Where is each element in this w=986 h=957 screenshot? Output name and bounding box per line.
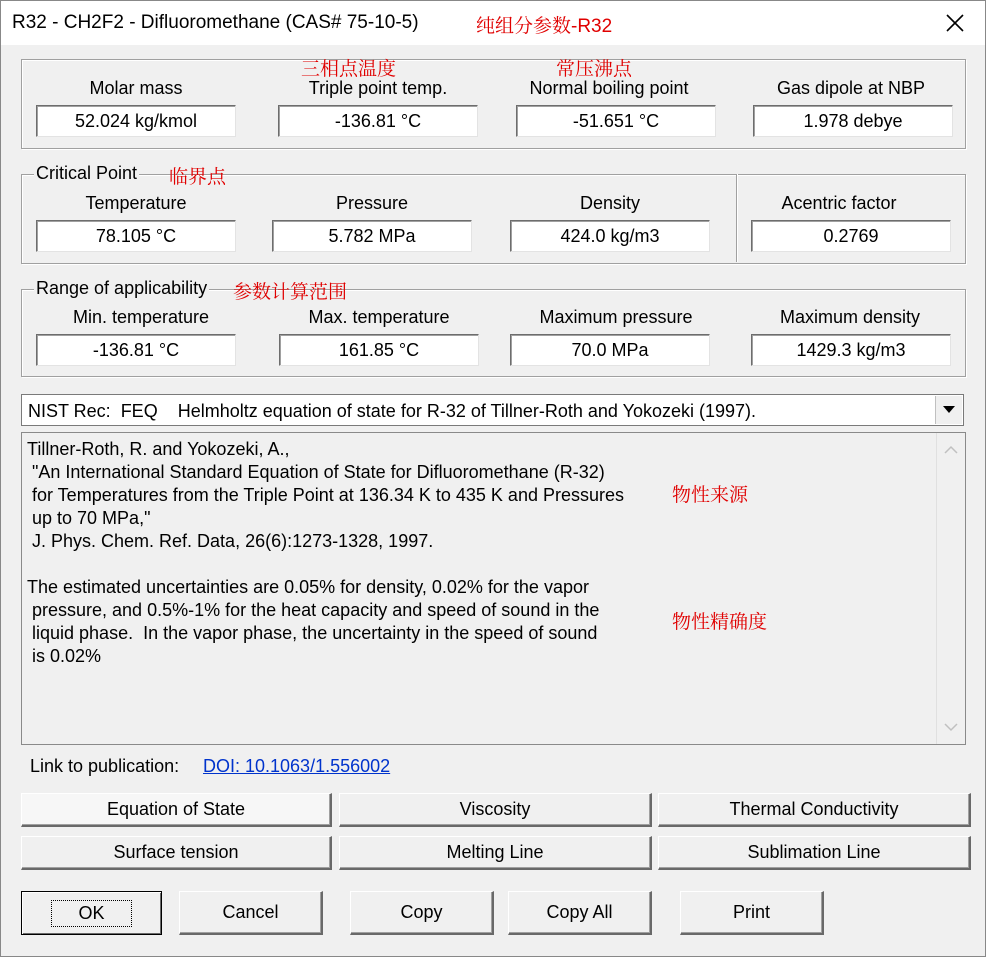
equation-of-state-button[interactable]: Equation of State bbox=[21, 793, 332, 827]
thermal-conductivity-button[interactable]: Thermal Conductivity bbox=[658, 793, 971, 827]
reference-line: "An International Standard Equation of State for Difluoromethane (R-32) bbox=[27, 462, 605, 482]
title-bar bbox=[1, 1, 985, 45]
normal-boiling-point-field[interactable] bbox=[516, 105, 716, 137]
critical-point-group-label: Critical Point bbox=[36, 163, 138, 183]
molar-mass-label: Molar mass bbox=[89, 78, 183, 98]
triple-point-label: Triple point temp. bbox=[308, 78, 448, 98]
range-group-label: Range of applicability bbox=[36, 278, 208, 298]
equation-model-selected: NIST Rec: FEQ Helmholtz equation of state for R-32 of Tillner-Roth and Yokozeki (1997). bbox=[28, 401, 757, 421]
reference-line: Tillner-Roth, R. and Yokozeki, A., bbox=[27, 439, 290, 459]
triple-point-annotation: 三相点温度 bbox=[301, 59, 397, 80]
chevron-down-icon bbox=[943, 406, 955, 414]
molar-mass-field[interactable] bbox=[36, 105, 236, 137]
ok-button[interactable] bbox=[21, 891, 162, 935]
copy-button[interactable]: Copy bbox=[350, 891, 494, 935]
max-temperature-label: Max. temperature bbox=[308, 307, 450, 327]
maximum-pressure-label: Maximum pressure bbox=[539, 307, 693, 327]
reference-line: up to 70 MPa," bbox=[27, 508, 151, 528]
uncertainty-line: is 0.02% bbox=[27, 646, 102, 666]
copy-all-button[interactable]: Copy All bbox=[508, 891, 652, 935]
close-icon bbox=[945, 13, 965, 33]
reference-line: J. Phys. Chem. Ref. Data, 26(6):1273-1328, 1997. bbox=[27, 531, 434, 551]
title-annotation: 纯组分参数-R32 bbox=[476, 16, 613, 37]
acentric-factor-field[interactable] bbox=[751, 220, 951, 252]
source-annotation: 物性来源 bbox=[672, 485, 749, 506]
viscosity-button[interactable]: Viscosity bbox=[339, 793, 652, 827]
gas-dipole-field[interactable] bbox=[753, 105, 953, 137]
critical-pressure-field[interactable] bbox=[272, 220, 472, 252]
maximum-density-label: Maximum density bbox=[779, 307, 921, 327]
normal-boiling-point-label: Normal boiling point bbox=[529, 78, 689, 98]
sublimation-line-button[interactable]: Sublimation Line bbox=[658, 836, 971, 870]
equation-model-select[interactable] bbox=[21, 394, 964, 426]
critical-density-field[interactable] bbox=[510, 220, 710, 252]
reference-scrollbar[interactable] bbox=[936, 433, 965, 744]
close-button[interactable] bbox=[933, 5, 977, 41]
melting-line-button[interactable]: Melting Line bbox=[339, 836, 652, 870]
critical-temperature-field[interactable] bbox=[36, 220, 236, 252]
critical-divider bbox=[736, 174, 738, 262]
doi-link[interactable]: DOI: 10.1063/1.556002 bbox=[203, 756, 391, 776]
critical-point-annotation: 临界点 bbox=[169, 167, 227, 188]
maximum-pressure-field[interactable] bbox=[510, 334, 710, 366]
range-annotation: 参数计算范围 bbox=[233, 282, 348, 303]
maximum-density-field[interactable] bbox=[751, 334, 951, 366]
scroll-up-icon[interactable] bbox=[937, 437, 965, 463]
dropdown-button[interactable] bbox=[935, 396, 962, 424]
critical-density-label: Density bbox=[579, 193, 641, 213]
accuracy-annotation: 物性精确度 bbox=[672, 612, 768, 633]
reference-line: for Temperatures from the Triple Point at 136.34 K to 435 K and Pressures bbox=[27, 485, 624, 505]
reference-text-area[interactable] bbox=[21, 432, 966, 745]
ok-button-label: OK bbox=[51, 900, 131, 927]
acentric-factor-label: Acentric factor bbox=[781, 193, 897, 213]
boiling-point-annotation: 常压沸点 bbox=[556, 59, 633, 80]
max-temperature-field[interactable] bbox=[279, 334, 479, 366]
uncertainty-line: pressure, and 0.5%-1% for the heat capacity and speed of sound in the bbox=[27, 600, 600, 620]
gas-dipole-label: Gas dipole at NBP bbox=[776, 78, 926, 98]
min-temperature-field[interactable] bbox=[36, 334, 236, 366]
triple-point-field[interactable] bbox=[278, 105, 478, 137]
uncertainty-line: liquid phase. In the vapor phase, the uncertainty in the speed of sound bbox=[27, 623, 598, 643]
critical-pressure-label: Pressure bbox=[335, 193, 409, 213]
uncertainty-line: The estimated uncertainties are 0.05% for density, 0.02% for the vapor bbox=[27, 577, 589, 597]
scroll-down-icon[interactable] bbox=[937, 714, 965, 740]
window-title: R32 - CH2F2 - Difluoromethane (CAS# 75-10-5) bbox=[12, 12, 419, 33]
surface-tension-button[interactable]: Surface tension bbox=[21, 836, 332, 870]
publication-link-label: Link to publication: bbox=[30, 756, 180, 776]
cancel-button[interactable]: Cancel bbox=[179, 891, 323, 935]
print-button[interactable]: Print bbox=[680, 891, 824, 935]
min-temperature-label: Min. temperature bbox=[72, 307, 210, 327]
critical-temperature-label: Temperature bbox=[85, 193, 187, 213]
